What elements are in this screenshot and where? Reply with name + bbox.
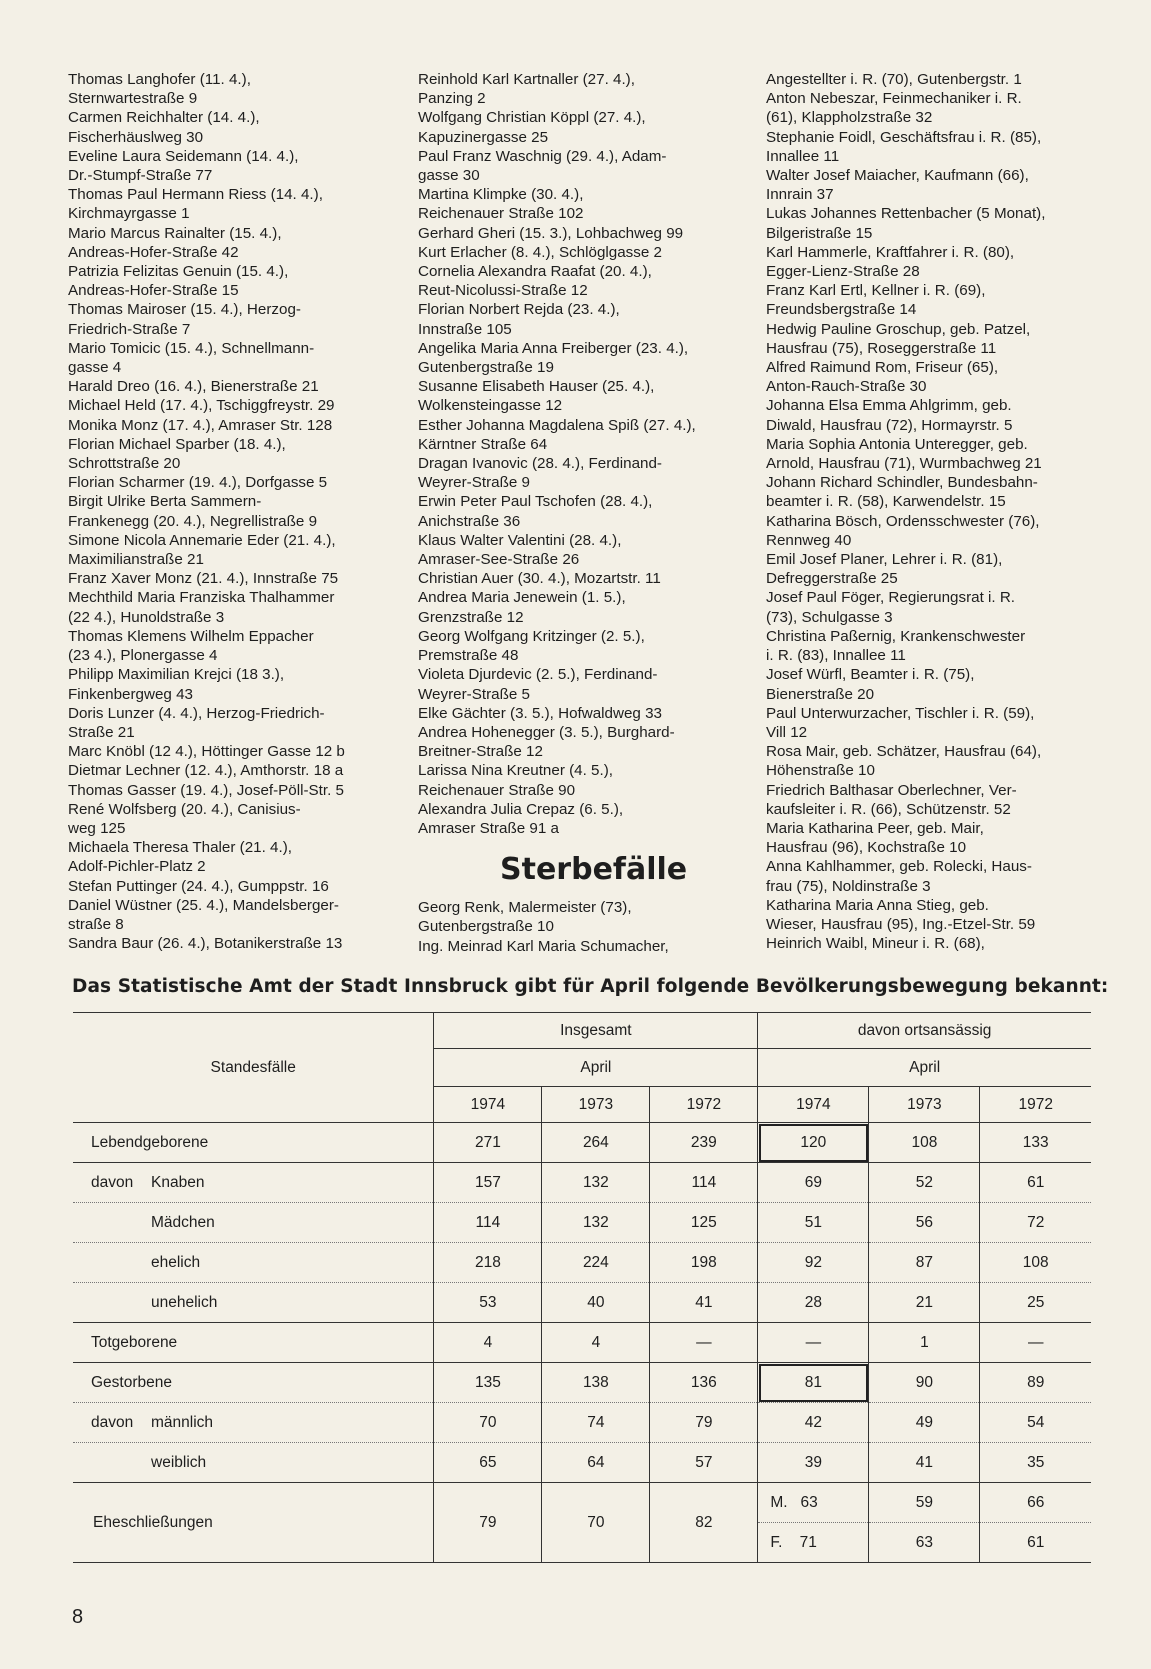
list-item: Susanne Elisabeth Hauser (25. 4.), [418,378,655,396]
list-item: Johanna Elsa Emma Ahlgrimm, geb. [766,397,1012,415]
table-cell: 42 [758,1403,869,1443]
table-cell: 264 [542,1123,650,1163]
table-cell: 28 [758,1283,869,1323]
list-item: (23 4.), Plonergasse 4 [68,647,218,665]
list-item: Adolf-Pichler-Platz 2 [68,858,206,876]
table-cell: 132 [542,1203,650,1243]
list-item: Rosa Mair, geb. Schätzer, Hausfrau (64), [766,743,1042,761]
list-item: Mario Tomicic (15. 4.), Schnellmann- [68,339,315,357]
row-label-text: Knaben [151,1173,205,1191]
list-item: Florian Norbert Rejda (23. 4.), [418,301,620,319]
list-item: Doris Lunzer (4. 4.), Herzog-Friedrich- [68,704,325,722]
table-cell: 87 [869,1243,980,1283]
list-item: Franz Karl Ertl, Kellner i. R. (69), [766,282,986,300]
list-item: Stefan Puttinger (24. 4.), Gumppstr. 16 [68,877,329,895]
list-item: Martina Klimpke (30. 4.), [418,186,584,204]
list-item: beamter i. R. (58), Karwendelstr. 15 [766,493,1006,511]
list-item: Thomas Gasser (19. 4.), Josef-Pöll-Str. 5 [68,781,344,799]
list-item: frau (75), Noldinstraße 3 [766,877,931,895]
list-item: Maria Sophia Antonia Unteregger, geb. [766,435,1028,453]
row-label [73,1443,434,1483]
statistics-title: Das Statistische Amt der Stadt Innsbruck gibt für April folgende Bevölkerungsbewegung bekannt: [72,976,1109,997]
header-standesfaelle: Standesfälle [73,1013,434,1123]
list-item: Georg Wolfgang Kritzinger (2. 5.), [418,627,645,645]
year-1974: 1974 [758,1087,869,1123]
list-item: Freundsbergstraße 14 [766,301,917,319]
list-item: Simone Nicola Annemarie Eder (21. 4.), [68,531,336,549]
list-item: Wolfgang Christian Köppl (27. 4.), [418,109,646,127]
list-item: Gutenbergstraße 19 [418,359,554,377]
list-item: (61), Klappholzstraße 32 [766,109,933,127]
list-item: Patrizia Felizitas Genuin (15. 4.), [68,263,289,281]
list-item: Hausfrau (75), Roseggerstraße 11 [766,339,997,357]
table-row [73,1163,1091,1203]
list-item: Breitner-Straße 12 [418,743,543,761]
list-item: Thomas Mairoser (15. 4.), Herzog- [68,301,301,319]
list-item: Michaela Theresa Thaler (21. 4.), [68,839,292,857]
list-item: Lukas Johannes Rettenbacher (5 Monat), [766,205,1046,223]
value-f-1974: 71 [799,1533,817,1551]
label-m: M. [770,1493,788,1511]
list-item: gasse 4 [68,359,122,377]
list-item: Florian Scharmer (19. 4.), Dorfgasse 5 [68,474,328,492]
table-cell: 125 [650,1203,758,1243]
list-item: Finkenbergweg 43 [68,685,193,703]
births-list-continued [418,70,748,838]
list-item: weg 125 [68,819,126,837]
list-item: Kurt Erlacher (8. 4.), Schlöglgasse 2 [418,243,662,261]
list-item: Karl Hammerle, Kraftfahrer i. R. (80), [766,243,1015,261]
list-item: Dragan Ivanovic (28. 4.), Ferdinand- [418,455,662,473]
table-cell: — [758,1323,869,1363]
list-item: Höhenstraße 10 [766,762,875,780]
table-cell: 61 [980,1163,1091,1203]
list-item: Marc Knöbl (12 4.), Höttinger Gasse 12 b [68,743,345,761]
table-cell: 239 [650,1123,758,1163]
list-item: Katharina Maria Anna Stieg, geb. [766,896,989,914]
table-cell: — [650,1323,758,1363]
year-1973: 1973 [542,1087,650,1123]
row-label-text: Gestorbene [91,1373,172,1391]
table-cell: 114 [434,1203,542,1243]
list-item: Wieser, Hausfrau (95), Ing.-Etzel-Str. 59 [766,915,1036,933]
table-cell: 41 [869,1443,980,1483]
row-label [73,1203,434,1243]
list-item: straße 8 [68,915,124,933]
list-item: Amraser-See-Straße 26 [418,551,580,569]
table-cell: 89 [980,1363,1091,1403]
list-item: Defreggerstraße 25 [766,570,898,588]
table-cell: 51 [758,1203,869,1243]
table-cell: 40 [542,1283,650,1323]
list-item: Panzing 2 [418,90,486,108]
table-cell: 82 [650,1483,758,1563]
list-item: Innrain 37 [766,186,834,204]
list-item: (73), Schulgasse 3 [766,608,893,626]
table-cell: 64 [542,1443,650,1483]
list-item: Andreas-Hofer-Straße 15 [68,282,239,300]
page-number: 8 [72,1606,84,1628]
list-item: Heinrich Waibl, Mineur i. R. (68), [766,935,985,953]
list-item: kaufsleiter i. R. (66), Schützenstr. 52 [766,800,1011,818]
table-cell: 271 [434,1123,542,1163]
row-label-text: unehelich [151,1293,218,1311]
list-item: Thomas Langhofer (11. 4.), [68,71,251,88]
table-cell: 138 [542,1363,650,1403]
table-row [73,1323,1091,1363]
list-item: gasse 30 [418,167,480,185]
list-item: Philipp Maximilian Krejci (18 3.), [68,666,285,684]
births-column-2 [418,70,748,956]
list-item: Diwald, Hausfrau (72), Hormayrstr. 5 [766,416,1013,434]
list-item: Gutenbergstraße 10 [418,918,554,936]
row-label-text: ehelich [151,1253,201,1271]
list-item: Sternwartestraße 9 [68,90,198,108]
list-item: Hausfrau (96), Kochstraße 10 [766,839,967,857]
list-item: Reinhold Karl Kartnaller (27. 4.), [418,71,635,88]
deaths-list-start [418,898,748,956]
list-item: Walter Josef Maiacher, Kaufmann (66), [766,167,1029,185]
list-item: Josef Würfl, Beamter i. R. (75), [766,666,975,684]
list-item: Cornelia Alexandra Raafat (20. 4.), [418,263,652,281]
row-label-text: Lebendgeborene [91,1133,209,1151]
header-ortsansaessig: davon ortsansässig [758,1013,1091,1049]
table-row [73,1123,1091,1163]
table-cell: 79 [650,1403,758,1443]
list-item: Daniel Wüstner (25. 4.), Mandelsberger- [68,896,339,914]
table-row [73,1203,1091,1243]
list-item: Grenzstraße 12 [418,608,524,626]
table-cell: 25 [980,1283,1091,1323]
list-item: Maria Katharina Peer, geb. Mair, [766,819,984,837]
list-item: Angelika Maria Anna Freiberger (23. 4.), [418,339,689,357]
table-cell: 56 [869,1203,980,1243]
list-item: i. R. (83), Innallee 11 [766,647,906,665]
list-item: Bilgeristraße 15 [766,224,873,242]
list-item: Maximilianstraße 21 [68,551,204,569]
table-cell: 61 [980,1523,1091,1563]
table-row [73,1483,1091,1523]
list-item: Weyrer-Straße 9 [418,474,530,492]
table-cell: 70 [542,1483,650,1563]
header-month-total: April [434,1049,758,1087]
list-item: Innallee 11 [766,147,840,165]
list-item: Josef Paul Föger, Regierungsrat i. R. [766,589,1016,607]
table-cell: 39 [758,1443,869,1483]
year-1972: 1972 [980,1087,1091,1123]
list-item: Reichenauer Straße 90 [418,781,576,799]
list-item: Alexandra Julia Crepaz (6. 5.), [418,800,624,818]
list-item: Mechthild Maria Franziska Thalhammer [68,589,335,607]
table-cell: 108 [980,1243,1091,1283]
table-cell: 65 [434,1443,542,1483]
row-label [73,1363,434,1403]
row-label: Eheschließungen [73,1483,434,1563]
list-item: Fischerhäuslweg 30 [68,128,204,146]
year-1974: 1974 [434,1087,542,1123]
table-cell: 90 [869,1363,980,1403]
table-cell: 135 [434,1363,542,1403]
list-item: Vill 12 [766,723,808,741]
list-item: Kärntner Straße 64 [418,435,548,453]
row-label [73,1123,434,1163]
table-cell: 218 [434,1243,542,1283]
row-label [73,1323,434,1363]
list-item: Frankenegg (20. 4.), Negrellistraße 9 [68,512,318,530]
row-label [73,1283,434,1323]
list-item: Amraser Straße 91 a [418,819,559,837]
table-cell: 79 [434,1483,542,1563]
table-cell: 41 [650,1283,758,1323]
list-item: René Wolfsberg (20. 4.), Canisius- [68,800,301,818]
table-cell: 74 [542,1403,650,1443]
list-item: Egger-Lienz-Straße 28 [766,263,920,281]
list-item: Alfred Raimund Rom, Friseur (65), [766,359,999,377]
table-cell: 132 [542,1163,650,1203]
list-item: Monika Monz (17. 4.), Amraser Str. 128 [68,416,333,434]
row-label-text: Mädchen [151,1213,215,1231]
row-prefix: davon [91,1413,134,1431]
list-item: Wolkensteingasse 12 [418,397,563,415]
table-cell: 4 [434,1323,542,1363]
table-cell: 157 [434,1163,542,1203]
list-item: Christian Auer (30. 4.), Mozartstr. 11 [418,570,661,588]
list-item: Elke Gächter (3. 5.), Hofwaldweg 33 [418,704,662,722]
table-cell: 224 [542,1243,650,1283]
list-item: Larissa Nina Kreutner (4. 5.), [418,762,613,780]
deaths-column [766,70,1106,953]
table-cell [758,1523,869,1563]
list-item: Straße 21 [68,723,135,741]
row-label-text: weiblich [151,1453,207,1471]
table-cell [758,1483,869,1523]
table-cell: 21 [869,1283,980,1323]
list-item: Premstraße 48 [418,647,519,665]
list-item: Eveline Laura Seidemann (14. 4.), [68,147,299,165]
list-item: Violeta Djurdevic (2. 5.), Ferdinand- [418,666,658,684]
list-item: Arnold, Hausfrau (71), Wurmbachweg 21 [766,455,1042,473]
list-item: Paul Unterwurzacher, Tischler i. R. (59), [766,704,1035,722]
table-cell: 63 [869,1523,980,1563]
list-item: Klaus Walter Valentini (28. 4.), [418,531,622,549]
list-item: Dr.-Stumpf-Straße 77 [68,167,213,185]
list-item: Anichstraße 36 [418,512,521,530]
list-item: Angestellter i. R. (70), Gutenbergstr. 1 [766,71,1022,88]
table-cell: 59 [869,1483,980,1523]
table-cell: 108 [869,1123,980,1163]
list-item: Hedwig Pauline Groschup, geb. Patzel, [766,320,1031,338]
list-item: Friedrich Balthasar Oberlechner, Ver- [766,781,1017,799]
table-cell: 198 [650,1243,758,1283]
list-item: Birgit Ulrike Berta Sammern- [68,493,262,511]
table-row [73,1283,1091,1323]
list-item: Mario Marcus Rainalter (15. 4.), [68,224,282,242]
heading-sterbefaelle: Sterbefälle [500,852,688,888]
list-item: Anna Kahlhammer, geb. Rolecki, Haus- [766,858,1032,876]
year-1972: 1972 [650,1087,758,1123]
list-item: Paul Franz Waschnig (29. 4.), Adam- [418,147,667,165]
list-item: Innstraße 105 [418,320,512,338]
table-cell: 120 [758,1123,869,1163]
list-item: Anton-Rauch-Straße 30 [766,378,927,396]
list-item: Rennweg 40 [766,531,852,549]
table-cell: 66 [980,1483,1091,1523]
list-item: Christina Paßernig, Krankenschwester [766,627,1026,645]
list-item: Andrea Hohenegger (3. 5.), Burghard- [418,723,675,741]
table-cell: — [980,1323,1091,1363]
list-item: Anton Nebeszar, Feinmechaniker i. R. [766,90,1022,108]
row-label [73,1243,434,1283]
list-item: Michael Held (17. 4.), Tschiggfreystr. 29 [68,397,335,415]
list-item: Ing. Meinrad Karl Maria Schumacher, [418,937,669,955]
value-m-1974: 63 [800,1493,818,1511]
list-item: Bienerstraße 20 [766,685,875,703]
table-cell: 4 [542,1323,650,1363]
list-item: Reichenauer Straße 102 [418,205,584,223]
list-item: Kapuzinergasse 25 [418,128,549,146]
label-f: F. [770,1533,783,1551]
table-cell: 54 [980,1403,1091,1443]
table-cell: 114 [650,1163,758,1203]
table-cell: 1 [869,1323,980,1363]
table-cell: 92 [758,1243,869,1283]
header-month-local: April [758,1049,1091,1087]
table-row [73,1443,1091,1483]
list-item: Esther Johanna Magdalena Spiß (27. 4.), [418,416,696,434]
list-item: Stephanie Foidl, Geschäftsfrau i. R. (85), [766,128,1042,146]
table-cell: 72 [980,1203,1091,1243]
row-label [73,1403,434,1443]
list-item: Reut-Nicolussi-Straße 12 [418,282,588,300]
list-item: Thomas Paul Hermann Riess (14. 4.), [68,186,323,204]
row-label-text: männlich [151,1413,214,1431]
list-item: Katharina Bösch, Ordensschwester (76), [766,512,1040,530]
table-row [73,1403,1091,1443]
list-item: (22 4.), Hunoldstraße 3 [68,608,225,626]
table-cell: 136 [650,1363,758,1403]
list-item: Erwin Peter Paul Tschofen (28. 4.), [418,493,653,511]
table-cell: 69 [758,1163,869,1203]
table-row [73,1243,1091,1283]
table-cell: 70 [434,1403,542,1443]
row-prefix: davon [91,1173,134,1191]
list-item: Andreas-Hofer-Straße 42 [68,243,239,261]
table-cell: 35 [980,1443,1091,1483]
list-item: Georg Renk, Malermeister (73), [418,899,632,917]
list-item: Dietmar Lechner (12. 4.), Amthorstr. 18 a [68,762,344,780]
births-column-1 [68,70,398,953]
list-item: Emil Josef Planer, Lehrer i. R. (81), [766,551,1003,569]
list-item: Johann Richard Schindler, Bundesbahn- [766,474,1038,492]
table-cell: 133 [980,1123,1091,1163]
list-item: Schrottstraße 20 [68,455,181,473]
population-statistics-table [73,1012,1091,1563]
list-item: Carmen Reichhalter (14. 4.), [68,109,260,127]
list-item: Sandra Baur (26. 4.), Botanikerstraße 13 [68,935,343,953]
list-item: Harald Dreo (16. 4.), Bienerstraße 21 [68,378,319,396]
table-cell: 53 [434,1283,542,1323]
list-item: Florian Michael Sparber (18. 4.), [68,435,286,453]
row-label-text: Totgeborene [91,1333,178,1351]
list-item: Weyrer-Straße 5 [418,685,530,703]
table-cell: 49 [869,1403,980,1443]
table-cell: 57 [650,1443,758,1483]
list-item: Gerhard Gheri (15. 3.), Lohbachweg 99 [418,224,684,242]
table-row [73,1363,1091,1403]
list-item: Andrea Maria Jenewein (1. 5.), [418,589,626,607]
header-insgesamt: Insgesamt [434,1013,758,1049]
list-item: Friedrich-Straße 7 [68,320,191,338]
table-cell: 52 [869,1163,980,1203]
table-cell: 81 [758,1363,869,1403]
year-1973: 1973 [869,1087,980,1123]
list-item: Thomas Klemens Wilhelm Eppacher [68,627,314,645]
row-label [73,1163,434,1203]
list-item: Kirchmayrgasse 1 [68,205,190,223]
list-item: Franz Xaver Monz (21. 4.), Innstraße 75 [68,570,339,588]
